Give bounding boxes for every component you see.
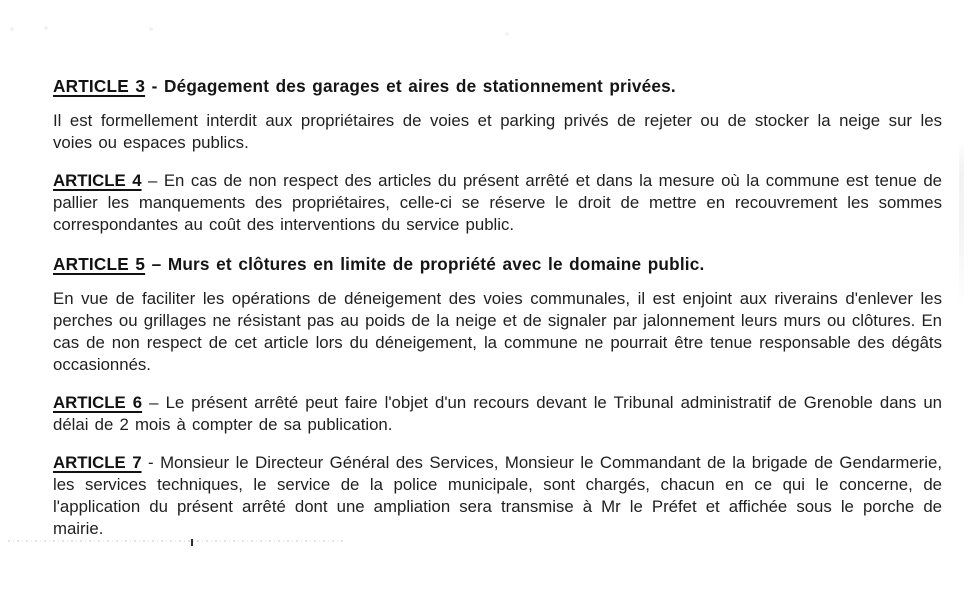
dash-separator: –	[141, 171, 164, 190]
article-body: Il est formellement interdit aux propriétaires de voies et parking privés de rejeter ou de stocker la neige sur les voies ou espaces publics.	[53, 111, 942, 152]
article-heading	[53, 252, 942, 276]
scan-speck	[149, 27, 153, 31]
article-title: Murs et clôtures en limite de propriété avec le domaine public.	[167, 254, 705, 274]
dash-separator: -	[145, 76, 164, 96]
article-label: ARTICLE 6	[53, 393, 143, 412]
dash-separator: –	[145, 254, 168, 274]
article-body-text: Le présent arrêté peut faire l'objet d'un recours devant le Tribunal administratif de Grenoble dans un délai de 2 mois à compter de sa publication.	[53, 393, 942, 434]
section-article-4	[53, 170, 942, 236]
dash-separator: –	[142, 393, 166, 412]
section-article-5	[53, 252, 942, 376]
article-heading	[53, 74, 942, 98]
scan-speck	[505, 32, 509, 36]
article-label: ARTICLE 3	[53, 76, 146, 96]
article-label: ARTICLE 4	[53, 171, 142, 190]
article-body: En vue de faciliter les opérations de déneigement des voies communales, il est enjoint aux riverains d'enlever les perches ou grillages ne résistant pas au poids de la neige et de signaler par jalonnement leurs murs ou clôtures. En cas de non respect de cet article lors du déneigement, la commune ne pourrait être tenue responsable des dégâts occasionnés.	[53, 289, 942, 374]
article-sections	[53, 74, 942, 540]
section-article-3	[53, 74, 942, 154]
article-paragraph	[53, 452, 942, 540]
article-label: ARTICLE 7	[53, 453, 142, 472]
document-content	[53, 74, 942, 540]
article-body-text: En cas de non respect des articles du présent arrêté et dans la mesure où la commune est tenue de pallier les manquements des propriétaires, celle-ci se réserve le droit de mettre en recouvrement les sommes correspondantes au coût des interventions du service public.	[53, 171, 942, 234]
scan-speck	[10, 27, 14, 31]
scan-noise-band	[8, 540, 343, 542]
scan-speck	[44, 26, 48, 30]
article-paragraph	[53, 392, 942, 436]
scan-edge-streak	[959, 140, 964, 310]
article-title: Dégagement des garages et aires de stationnement privées.	[163, 76, 676, 96]
section-article-7	[53, 452, 942, 540]
article-body-text: Monsieur le Directeur Général des Services, Monsieur le Commandant de la brigade de Gendarmerie, les services techniques, le service de la police municipale, sont chargés, chacun en ce qui le concerne, de l'application du présent arrêté dont une ampliation sera transmise à Mr le Préfet et affichée sous le porche de mairie.	[53, 453, 942, 538]
section-article-6	[53, 392, 942, 436]
dash-separator: -	[141, 453, 161, 472]
article-label: ARTICLE 5	[53, 254, 146, 274]
article-paragraph	[53, 170, 942, 236]
scan-noise-tick	[191, 539, 193, 546]
